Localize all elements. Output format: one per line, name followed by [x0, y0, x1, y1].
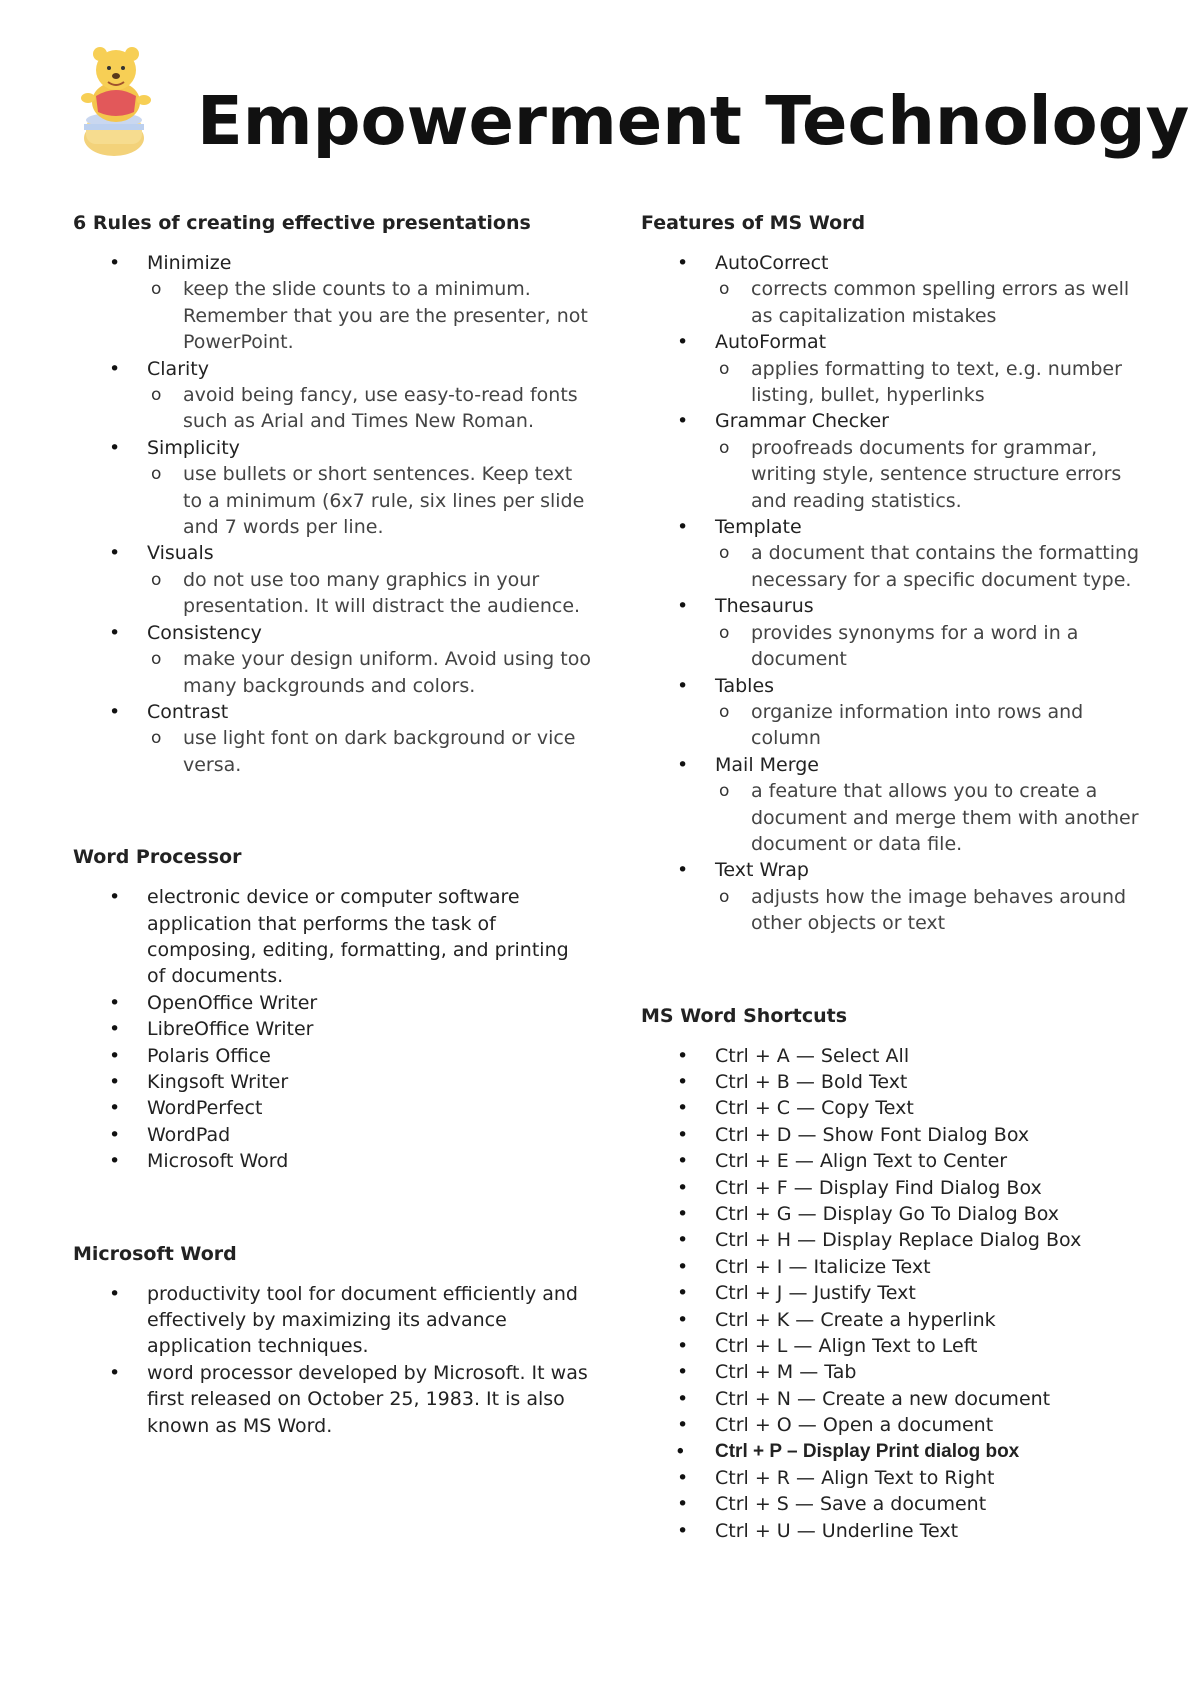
list-item-label: Thesaurus	[715, 595, 814, 618]
sub-list-item: o organize information into rows and column	[715, 699, 1141, 752]
list-item-label: Template	[715, 516, 802, 539]
list-item-label: Contrast	[147, 700, 229, 723]
list-item-label: Tables	[715, 674, 775, 697]
shortcut-item: • Ctrl + G — Display Go To Dialog Box	[641, 1201, 1141, 1227]
list-item: • WordPad	[73, 1122, 593, 1148]
shortcut-item: • Ctrl + I — Italicize Text	[641, 1254, 1141, 1280]
list-item-label: Consistency	[147, 621, 262, 644]
list-item: • WordPerfect	[73, 1095, 593, 1121]
shortcut-item: • Ctrl + H — Display Replace Dialog Box	[641, 1227, 1141, 1253]
sub-list-item: o use bullets or short sentences. Keep text to a minimum (6x7 rule, six lines per slide and 7 words per line.	[147, 461, 593, 540]
sub-list-item: o avoid being fancy, use easy-to-read fonts such as Arial and Times New Roman.	[147, 382, 593, 435]
list-item	[641, 250, 1141, 329]
list-item	[641, 408, 1141, 514]
shortcuts-list	[641, 1043, 1141, 1545]
list-item	[641, 752, 1141, 858]
left-column	[73, 210, 593, 1439]
sub-list-item: o proofreads documents for grammar, writing style, sentence structure errors and reading statistics.	[715, 435, 1141, 514]
right-column	[641, 210, 1141, 1544]
list-item	[73, 540, 593, 619]
shortcut-item: • Ctrl + A — Select All	[641, 1043, 1141, 1069]
list-item-label: Simplicity	[147, 436, 240, 459]
list-item	[73, 699, 593, 778]
page-title: Empowerment Technology	[197, 82, 1190, 160]
shortcut-item: • Ctrl + M — Tab	[641, 1359, 1141, 1385]
shortcut-item: • Ctrl + P – Display Print dialog box	[641, 1439, 1141, 1465]
sub-list-item: o applies formatting to text, e.g. number listing, bullet, hyperlinks	[715, 356, 1141, 409]
shortcut-item: • Ctrl + S — Save a document	[641, 1491, 1141, 1517]
list-item: • productivity tool for document efficiently and effectively by maximizing its advance application techniques.	[73, 1281, 593, 1360]
list-item: • electronic device or computer software application that performs the task of composing, editing, formatting, and printing of documents.	[73, 884, 593, 990]
microsoft-word-heading: Microsoft Word	[73, 1242, 237, 1265]
shortcut-item: • Ctrl + N — Create a new document	[641, 1386, 1141, 1412]
page-header	[64, 36, 1190, 166]
list-item: • OpenOffice Writer	[73, 990, 593, 1016]
list-item-label: Text Wrap	[715, 859, 809, 882]
sub-list-item: o adjusts how the image behaves around other objects or text	[715, 884, 1141, 937]
list-item	[641, 857, 1141, 936]
shortcut-item: • Ctrl + D — Show Font Dialog Box	[641, 1122, 1141, 1148]
list-item: • word processor developed by Microsoft. It was first released on October 25, 1983. It is also known as MS Word.	[73, 1360, 593, 1439]
list-item: • Kingsoft Writer	[73, 1069, 593, 1095]
list-item: • Polaris Office	[73, 1043, 593, 1069]
list-item-label: Minimize	[147, 252, 232, 274]
list-item	[641, 329, 1141, 408]
shortcut-item: • Ctrl + C — Copy Text	[641, 1095, 1141, 1121]
shortcut-item: • Ctrl + O — Open a document	[641, 1412, 1141, 1438]
rules-heading: 6 Rules of creating effective presentations	[73, 212, 531, 234]
shortcut-item: • Ctrl + U — Underline Text	[641, 1518, 1141, 1544]
sub-list-item: o corrects common spelling errors as well as capitalization mistakes	[715, 276, 1141, 329]
sub-list-item: o do not use too many graphics in your presentation. It will distract the audience.	[147, 567, 593, 620]
word-processor-list	[73, 884, 593, 1174]
list-item: • LibreOffice Writer	[73, 1016, 593, 1042]
list-item	[73, 620, 593, 699]
list-item	[73, 356, 593, 435]
word-processor-heading: Word Processor	[73, 846, 242, 869]
microsoft-word-list	[73, 1281, 593, 1439]
list-item-label: Clarity	[147, 357, 209, 380]
sub-list-item: o keep the slide counts to a minimum. Remember that you are the presenter, not PowerPoint.	[147, 276, 593, 355]
list-item	[73, 250, 593, 356]
shortcut-item: • Ctrl + F — Display Find Dialog Box	[641, 1175, 1141, 1201]
list-item-label: Grammar Checker	[715, 410, 889, 433]
features-list	[641, 250, 1141, 937]
sub-list-item: o make your design uniform. Avoid using too many backgrounds and colors.	[147, 646, 593, 699]
list-item: • Microsoft Word	[73, 1148, 593, 1174]
shortcut-item: • Ctrl + J — Justify Text	[641, 1280, 1141, 1306]
winnie-the-pooh-honey-pot-icon	[68, 40, 160, 160]
list-item	[641, 593, 1141, 672]
shortcut-item: • Ctrl + E — Align Text to Center	[641, 1148, 1141, 1174]
shortcut-item: • Ctrl + R — Align Text to Right	[641, 1465, 1141, 1491]
shortcut-item: • Ctrl + L — Align Text to Left	[641, 1333, 1141, 1359]
shortcut-item: • Ctrl + K — Create a hyperlink	[641, 1307, 1141, 1333]
list-item	[641, 514, 1141, 593]
rules-list	[73, 250, 593, 778]
shortcuts-heading: MS Word Shortcuts	[641, 1004, 848, 1027]
shortcut-item: • Ctrl + B — Bold Text	[641, 1069, 1141, 1095]
sub-list-item: o use light font on dark background or vice versa.	[147, 725, 593, 778]
list-item-label: Visuals	[147, 542, 214, 565]
list-item-label: AutoFormat	[715, 331, 827, 354]
sub-list-item: o a feature that allows you to create a document and merge them with another document or data file.	[715, 778, 1141, 857]
list-item-label: Mail Merge	[715, 753, 819, 776]
list-item	[641, 673, 1141, 752]
sub-list-item: o provides synonyms for a word in a document	[715, 620, 1141, 673]
features-heading: Features of MS Word	[641, 212, 866, 234]
list-item	[73, 435, 593, 541]
list-item-label: AutoCorrect	[715, 252, 829, 274]
sub-list-item: o a document that contains the formatting necessary for a specific document type.	[715, 540, 1141, 593]
